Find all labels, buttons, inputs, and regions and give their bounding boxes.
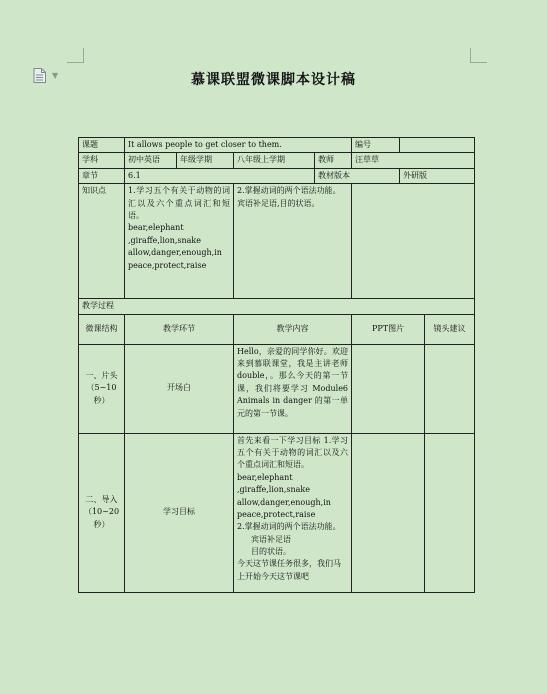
header-structure: 微课结构 [79,314,125,344]
row2-content-phrases: allow,danger,enough,in peace,protect,raise [237,497,331,519]
row2-content-sub2: 目的状语。 [251,547,291,557]
edition-value: 外研版 [400,168,475,183]
chapter-value: 6.1 [125,168,315,183]
process-section-label: 教学过程 [79,299,475,314]
header-content: 教学内容 [234,314,352,344]
knowledge-point-1-words: bear,elephant ,giraffe,lion,snake [128,223,202,245]
knowledge-extra [352,184,475,299]
teacher-value: 汪草草 [352,153,475,168]
row2-split-cell [352,433,475,592]
chapter-label: 章节 [79,168,125,183]
row2-step: 学习目标 [125,433,234,592]
table-row-leadin [79,433,475,592]
header-camera: 镜头建议 [433,323,466,333]
number-value [400,138,475,153]
knowledge-point-1 [125,184,234,299]
header-ppt: PPT图片 [352,315,425,344]
subject-value: 初中英语 [125,153,177,168]
header-split-cell [352,314,475,344]
knowledge-label: 知识点 [79,184,125,299]
header-step: 教学环节 [125,314,234,344]
document-title: 慕课联盟微课脚本设计稿 [191,72,356,88]
row2-content-words: bear,elephant ,giraffe,lion,snake [237,472,311,495]
grade-value: 八年级上学期 [234,153,315,168]
table-row-process-headers [79,314,475,344]
table-row-knowledge [79,184,475,299]
row2-content-point2: 2.掌握动词的两个语法功能。 [237,522,341,532]
subject-label: 学科 [79,153,125,168]
row2-content-intro: 首先来看一下学习目标 1.学习五个有关于动物的词汇以及六个重点词汇和短语。 [237,435,349,470]
topic-label: 课题 [79,138,125,153]
knowledge-point-1-intro: 1.学习五个有关于动物的词汇以及六个重点词汇和短语。 [128,186,230,220]
grade-label: 年级学期 [177,153,234,168]
page-corner-mark-top-right [470,48,487,63]
number-label: 编号 [352,138,400,153]
knowledge-point-1-phrases: allow,danger,enough,in peace,protect,raise [128,248,222,270]
row1-split-cell [352,344,475,433]
row2-structure: 二、导入 （10~20秒） [79,433,125,592]
edition-label: 教材版本 [315,168,400,183]
row2-split [352,434,474,592]
row2-content-sub1: 宾语补足语 [251,534,291,544]
row1-content: Hello，亲爱的同学你好。欢迎来到慕联课堂，我是主讲老师double，。那么今天的第一节课，我们将要学习 Module6 Animals in danger 的第一单元的第一节课。 [234,344,352,433]
row2-content [234,433,352,592]
row2-content-outro: 今天这节课任务很多，我们马上开始今天这节课吧 [237,559,341,581]
topic-value: It allows people to get closer to them. [125,138,352,153]
header-split [352,315,474,344]
row2-camera [425,434,474,592]
knowledge-point-2: 2.掌握动词的两个语法功能。宾语补足语,目的状语。 [234,184,352,299]
caret-down-icon[interactable]: ▼ [52,71,59,80]
table-row-intro [79,344,475,433]
script-design-table [78,137,475,593]
row1-split [352,345,474,433]
table-row-process-section [79,299,475,314]
table-row-chapter [79,168,475,183]
table-row-subject [79,153,475,168]
row1-ppt [352,345,425,433]
row2-ppt [352,434,425,592]
row1-camera [425,345,474,433]
row1-step: 开场白 [125,344,234,433]
table-row-topic [79,138,475,153]
page-corner-mark-top-left [67,48,84,63]
row1-structure: 一、片头 （5~10秒） [79,344,125,433]
teacher-label: 教师 [315,153,352,168]
